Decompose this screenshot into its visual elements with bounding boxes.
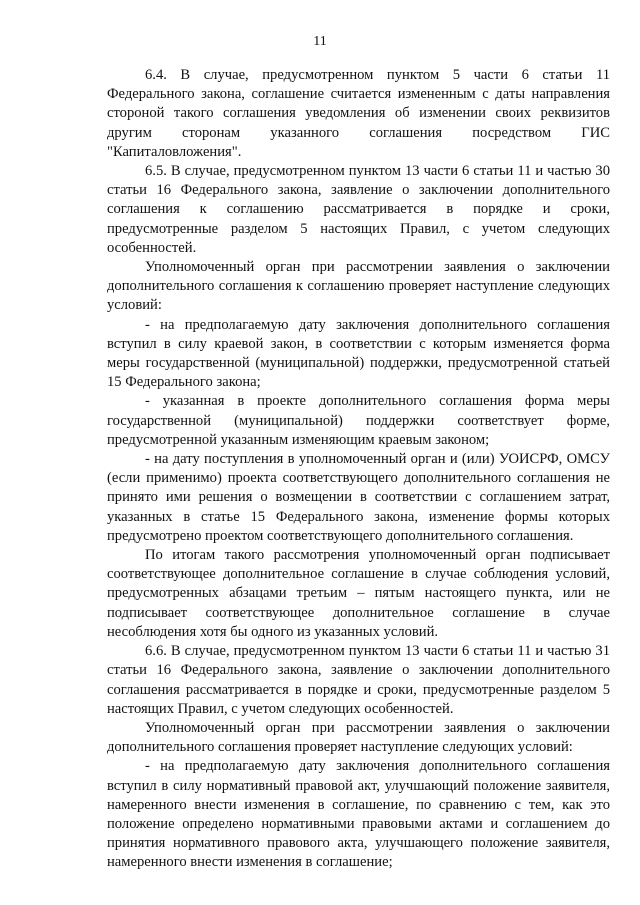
paragraph-review-result: По итогам такого рассмотрения уполномоченный орган подписывает соответствующее дополнительное соглашение в случае соблюдения условий, предусмотренных абзацами третьим – пятым настоящего пункта, или не подписывает соответствующее дополнительное соглашение в случае несоблюдения хотя бы одного из указанных условий.: [107, 547, 610, 640]
paragraph-conditions-intro: Уполномоченный орган при рассмотрении заявления о заключении дополнительного соглашения проверяет наступление следующих условий:: [107, 719, 610, 756]
paragraph-conditions-intro: Уполномоченный орган при рассмотрении заявления о заключении дополнительного соглашения к соглашению проверяет наступление следующих условий:: [107, 259, 610, 314]
document-body: [107, 66, 610, 873]
list-item-condition: - на предполагаемую дату заключения дополнительного соглашения вступил в силу краевой закон, в соответствии с которым изменяется форма меры государственной (муниципальной) поддержки, предусмотренной статьей 15 Федерального закона;: [107, 316, 610, 391]
list-item-condition: - указанная в проекте дополнительного соглашения форма меры государственной (муниципальной) поддержки соответствует форме, предусмотренной указанным изменяющим краевым законом;: [107, 393, 610, 448]
page-number: 11: [313, 34, 327, 49]
paragraph-6-6: 6.6. В случае, предусмотренном пунктом 13 части 6 статьи 11 и частью 31 статьи 16 Федерального закона, заявление о заключении дополнительного соглашения рассматривается в порядке и сроки, предусмотренные разделом 5 настоящих Правил, с учетом следующих особенностей.: [107, 643, 610, 717]
list-item-condition: - на предполагаемую дату заключения дополнительного соглашения вступил в силу нормативный правовой акт, улучшающий положение заявителя, намеренного внести изменения в соглашение, по сравнению с тем, как это положение определено нормативными правовыми актами и соглашением до принятия нормативного правового акта, улучшающего положение заявителя, намеренного внести изменения в соглашение;: [107, 758, 610, 871]
list-item-condition: - на дату поступления в уполномоченный орган и (или) УОИСРФ, ОМСУ (если применимо) проекта соответствующего дополнительного соглашения не принято ими решения о возмещении в соответствии с соглашением затрат, указанных в статье 15 Федерального закона, изменение формы которых предусмотрено проектом соответствующего дополнительного соглашения.: [107, 451, 610, 544]
paragraph-6-4: 6.4. В случае, предусмотренном пунктом 5 части 6 статьи 11 Федерального закона, соглашение считается измененным с даты направления стороной такого соглашения уведомления об изменении своих реквизитов другим сторонам указанного соглашения посредством ГИС "Капиталовложения".: [107, 67, 610, 160]
paragraph-6-5: 6.5. В случае, предусмотренном пунктом 13 части 6 статьи 11 и частью 30 статьи 16 Федерального закона, заявление о заключении дополнительного соглашения к соглашению рассматривается в порядке и сроки, предусмотренные разделом 5 настоящих Правил, с учетом следующих особенностей.: [107, 163, 610, 256]
